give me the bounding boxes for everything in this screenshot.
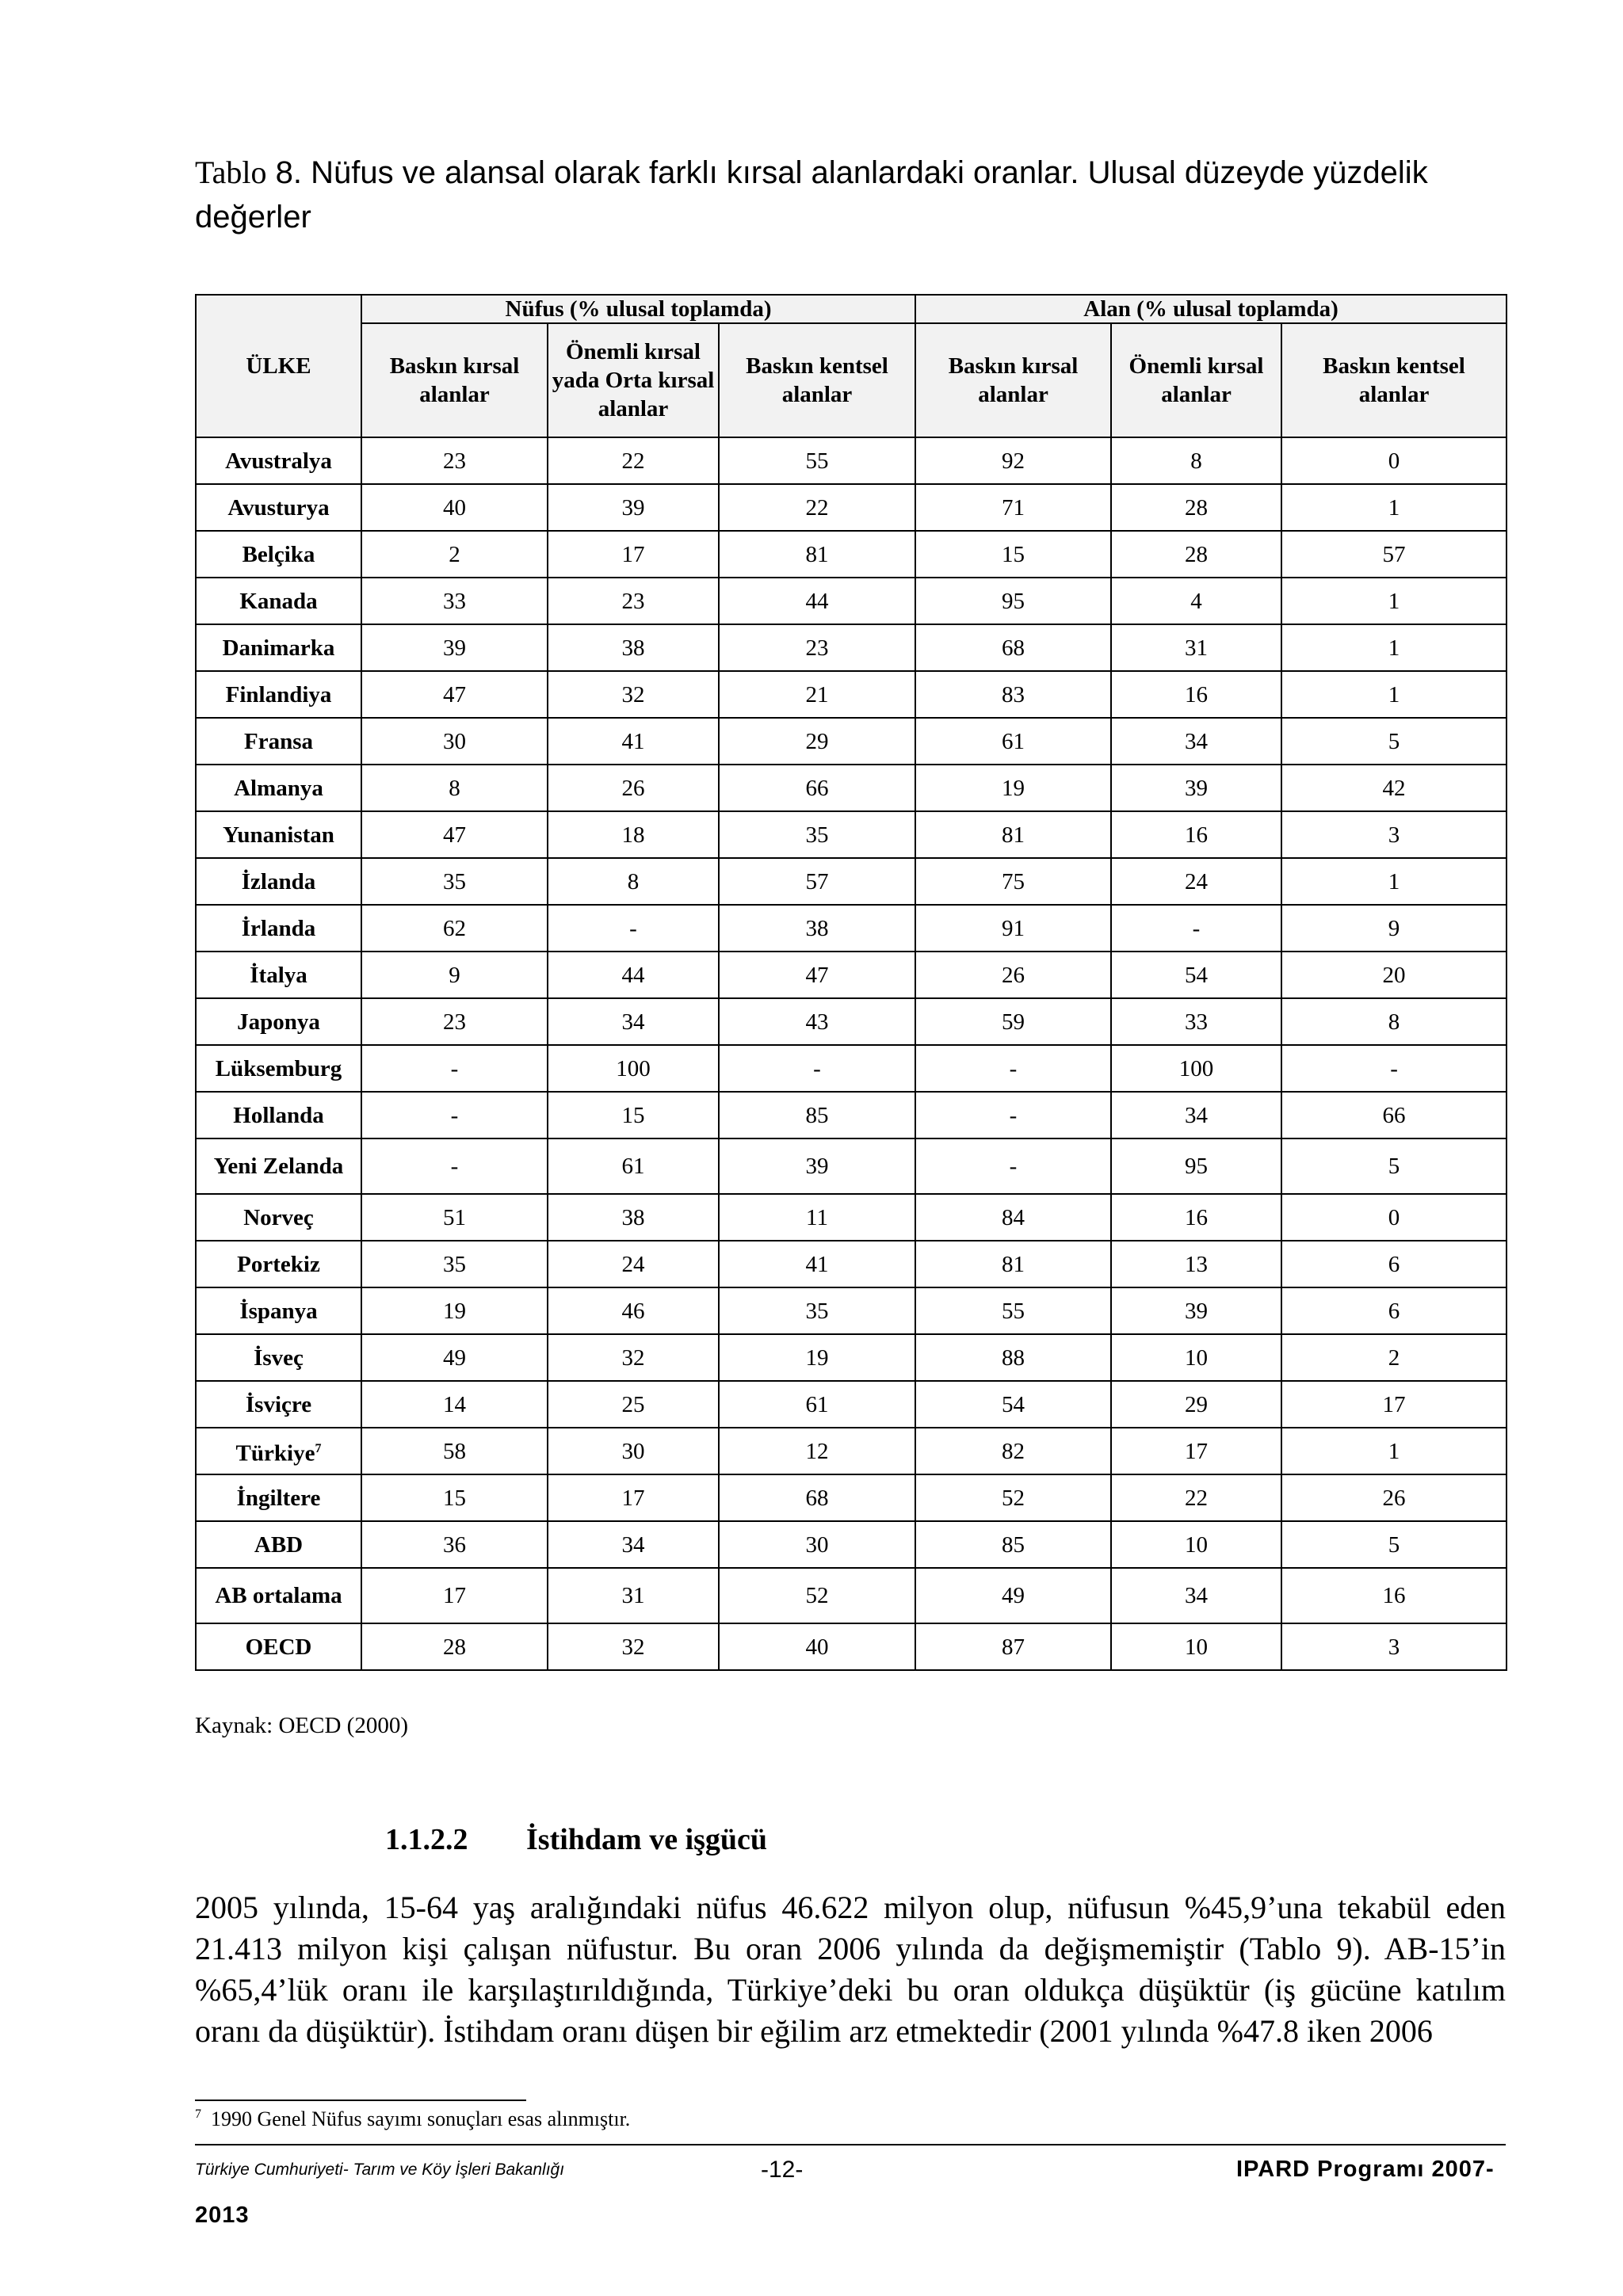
footer-ministry: Türkiye Cumhuriyeti- Tarım ve Köy İşleri Bakanlığı: [195, 2161, 565, 2179]
cell-value: 28: [1111, 484, 1281, 531]
cell-value: 16: [1111, 811, 1281, 858]
cell-value: 30: [548, 1428, 719, 1474]
cell-value: 9: [361, 952, 548, 998]
cell-value: 6: [1281, 1287, 1507, 1334]
subheader-pop-rural: Baskın kırsal alanlar: [361, 323, 548, 437]
row-country: Yeni Zelanda: [196, 1138, 361, 1194]
cell-value: 35: [719, 1287, 915, 1334]
caption-text: 8. Nüfus ve alansal olarak farklı kırsal alanlardaki oranlar. Ulusal düzeyde yüzdelik değerler: [195, 155, 1428, 235]
cell-value: 44: [548, 952, 719, 998]
cell-value: 33: [1111, 998, 1281, 1045]
table-row: [196, 905, 1507, 952]
section-heading: [385, 1822, 767, 1857]
cell-value: -: [1281, 1045, 1507, 1092]
cell-value: 25: [548, 1381, 719, 1428]
subheader-pop-intermediate: Önemli kırsal yada Orta kırsal alanlar: [548, 323, 719, 437]
cell-value: 36: [361, 1521, 548, 1568]
row-country: Kanada: [196, 578, 361, 624]
row-country: Hollanda: [196, 1092, 361, 1138]
footnote-divider: [195, 2100, 526, 2101]
cell-value: 61: [719, 1381, 915, 1428]
footer-program: IPARD Programı 2007-: [1236, 2157, 1495, 2182]
cell-value: 9: [1281, 905, 1507, 952]
cell-value: -: [915, 1045, 1111, 1092]
cell-value: -: [719, 1045, 915, 1092]
row-country: Norveç: [196, 1194, 361, 1241]
cell-value: 17: [548, 1474, 719, 1521]
cell-value: 55: [915, 1287, 1111, 1334]
cell-value: 4: [1111, 578, 1281, 624]
cell-value: 40: [361, 484, 548, 531]
cell-value: -: [1111, 905, 1281, 952]
cell-value: 5: [1281, 1138, 1507, 1194]
cell-value: 40: [719, 1623, 915, 1670]
cell-value: 55: [719, 437, 915, 484]
cell-value: 8: [548, 858, 719, 905]
cell-value: 3: [1281, 811, 1507, 858]
caption-prefix: Tablo: [195, 154, 267, 190]
cell-value: 71: [915, 484, 1111, 531]
row-country: Japonya: [196, 998, 361, 1045]
cell-value: 62: [361, 905, 548, 952]
cell-value: 2: [361, 531, 548, 578]
cell-value: 54: [1111, 952, 1281, 998]
table-row: [196, 1521, 1507, 1568]
cell-value: 20: [1281, 952, 1507, 998]
cell-value: 17: [361, 1568, 548, 1623]
cell-value: 5: [1281, 718, 1507, 765]
cell-value: 84: [915, 1194, 1111, 1241]
cell-value: 8: [361, 765, 548, 811]
cell-value: 12: [719, 1428, 915, 1474]
cell-value: 35: [719, 811, 915, 858]
cell-value: 61: [548, 1138, 719, 1194]
cell-value: 1: [1281, 671, 1507, 718]
cell-value: -: [361, 1045, 548, 1092]
cell-value: 81: [915, 811, 1111, 858]
cell-value: 92: [915, 437, 1111, 484]
table-row: [196, 1092, 1507, 1138]
row-country: AB ortalama: [196, 1568, 361, 1623]
table-row: [196, 811, 1507, 858]
cell-value: 100: [1111, 1045, 1281, 1092]
cell-value: 39: [361, 624, 548, 671]
cell-value: 19: [915, 765, 1111, 811]
cell-value: 51: [361, 1194, 548, 1241]
table-row: [196, 1241, 1507, 1287]
row-country: Avusturya: [196, 484, 361, 531]
cell-value: 1: [1281, 858, 1507, 905]
cell-value: 66: [1281, 1092, 1507, 1138]
body-paragraph: 2005 yılında, 15-64 yaş aralığındaki nüfus 46.622 milyon olup, nüfusun %45,9’una tekabül eden 21.413 milyon kişi çalışan nüfustur. Bu oran 2006 yılında da değişmemiştir (Tablo 9). AB-15’in %65,4’lük oranı ile karşılaştırıldığında, Türkiye’deki bu oran oldukça düşüktür (iş gücüne katılım oranı da düşüktür). İstihdam oranı düşen bir eğilim arz etmektedir (2001 yılında %47.8 iken 2006: [195, 1890, 1506, 2049]
rural-areas-table: [195, 294, 1507, 1671]
table-row: [196, 1334, 1507, 1381]
cell-value: 19: [361, 1287, 548, 1334]
table-source: Kaynak: OECD (2000): [195, 1713, 409, 1738]
cell-value: 95: [915, 578, 1111, 624]
cell-value: 14: [361, 1381, 548, 1428]
row-country: İspanya: [196, 1287, 361, 1334]
cell-value: 95: [1111, 1138, 1281, 1194]
cell-value: 41: [719, 1241, 915, 1287]
row-country: İtalya: [196, 952, 361, 998]
cell-value: 57: [1281, 531, 1507, 578]
table-row: [196, 858, 1507, 905]
cell-value: 34: [1111, 1568, 1281, 1623]
row-country: Avustralya: [196, 437, 361, 484]
row-country: Danimarka: [196, 624, 361, 671]
cell-value: 81: [915, 1241, 1111, 1287]
cell-value: 13: [1111, 1241, 1281, 1287]
table-row: [196, 718, 1507, 765]
cell-value: 47: [361, 811, 548, 858]
cell-value: 38: [548, 624, 719, 671]
cell-value: 1: [1281, 1428, 1507, 1474]
cell-value: 39: [1111, 765, 1281, 811]
cell-value: 47: [361, 671, 548, 718]
table-row: [196, 1428, 1507, 1474]
table-row: [196, 765, 1507, 811]
table-body: [196, 437, 1507, 1670]
cell-value: 85: [915, 1521, 1111, 1568]
row-country: İsviçre: [196, 1381, 361, 1428]
cell-value: 32: [548, 671, 719, 718]
cell-value: 22: [1111, 1474, 1281, 1521]
cell-value: 15: [915, 531, 1111, 578]
row-country: ABD: [196, 1521, 361, 1568]
cell-value: 17: [1111, 1428, 1281, 1474]
cell-value: 39: [719, 1138, 915, 1194]
cell-value: 49: [361, 1334, 548, 1381]
row-country: Türkiye$^7$: [196, 1428, 361, 1474]
cell-value: 83: [915, 671, 1111, 718]
row-country: Belçika: [196, 531, 361, 578]
cell-value: 16: [1281, 1568, 1507, 1623]
cell-value: 18: [548, 811, 719, 858]
cell-value: 10: [1111, 1623, 1281, 1670]
cell-value: 30: [719, 1521, 915, 1568]
table-row: [196, 1045, 1507, 1092]
cell-value: 34: [548, 1521, 719, 1568]
subheader-area-intermediate: Önemli kırsal alanlar: [1111, 323, 1281, 437]
cell-value: 1: [1281, 624, 1507, 671]
cell-value: 21: [719, 671, 915, 718]
cell-value: 82: [915, 1428, 1111, 1474]
cell-value: 32: [548, 1334, 719, 1381]
cell-value: 85: [719, 1092, 915, 1138]
cell-value: 68: [719, 1474, 915, 1521]
cell-value: 16: [1111, 671, 1281, 718]
header-country: ÜLKE: [196, 295, 361, 437]
cell-value: 87: [915, 1623, 1111, 1670]
cell-value: 11: [719, 1194, 915, 1241]
footnote-mark: 7: [195, 2107, 201, 2122]
section-number: 1.1.2.2: [385, 1823, 468, 1856]
cell-value: 57: [719, 858, 915, 905]
cell-value: 28: [1111, 531, 1281, 578]
table-row: [196, 1194, 1507, 1241]
cell-value: 26: [548, 765, 719, 811]
cell-value: 24: [1111, 858, 1281, 905]
cell-value: 30: [361, 718, 548, 765]
row-country: İsveç: [196, 1334, 361, 1381]
header-group-population: Nüfus (% ulusal toplamda): [361, 295, 915, 323]
cell-value: 59: [915, 998, 1111, 1045]
row-country: Fransa: [196, 718, 361, 765]
row-country: İzlanda: [196, 858, 361, 905]
footer-page-number: -12-: [761, 2157, 804, 2183]
section-title: İstihdam ve işgücü: [526, 1823, 768, 1856]
cell-value: 24: [548, 1241, 719, 1287]
cell-value: 61: [915, 718, 1111, 765]
table-row: [196, 952, 1507, 998]
cell-value: 35: [361, 1241, 548, 1287]
subheader-area-rural: Baskın kırsal alanlar: [915, 323, 1111, 437]
table-row: [196, 437, 1507, 484]
cell-value: 19: [719, 1334, 915, 1381]
footnote-ref: 7: [315, 1441, 322, 1455]
cell-value: 22: [719, 484, 915, 531]
table-caption: [195, 151, 1510, 239]
footer-divider: [195, 2144, 1506, 2145]
row-country: İngiltere: [196, 1474, 361, 1521]
cell-value: 23: [361, 998, 548, 1045]
subheader-area-urban: Baskın kentsel alanlar: [1281, 323, 1507, 437]
cell-value: -: [548, 905, 719, 952]
cell-value: 52: [915, 1474, 1111, 1521]
cell-value: 42: [1281, 765, 1507, 811]
row-country: Portekiz: [196, 1241, 361, 1287]
row-country: Finlandiya: [196, 671, 361, 718]
cell-value: 43: [719, 998, 915, 1045]
footer-year: 2013: [195, 2203, 250, 2228]
header-group-area: Alan (% ulusal toplamda): [915, 295, 1507, 323]
cell-value: 1: [1281, 484, 1507, 531]
row-country: OECD: [196, 1623, 361, 1670]
cell-value: 88: [915, 1334, 1111, 1381]
cell-value: 38: [719, 905, 915, 952]
cell-value: 26: [1281, 1474, 1507, 1521]
table-row: [196, 531, 1507, 578]
row-country: İrlanda: [196, 905, 361, 952]
cell-value: -: [915, 1092, 1111, 1138]
row-country: Yunanistan: [196, 811, 361, 858]
cell-value: -: [361, 1138, 548, 1194]
footnote: [195, 2107, 630, 2131]
cell-value: 0: [1281, 437, 1507, 484]
cell-value: 28: [361, 1623, 548, 1670]
cell-value: 5: [1281, 1521, 1507, 1568]
cell-value: 35: [361, 858, 548, 905]
table-row: [196, 998, 1507, 1045]
cell-value: 16: [1111, 1194, 1281, 1241]
cell-value: 2: [1281, 1334, 1507, 1381]
table-row: [196, 1568, 1507, 1623]
cell-value: 34: [548, 998, 719, 1045]
cell-value: 17: [1281, 1381, 1507, 1428]
cell-value: 10: [1111, 1334, 1281, 1381]
cell-value: 23: [361, 437, 548, 484]
cell-value: 6: [1281, 1241, 1507, 1287]
row-country: Lüksemburg: [196, 1045, 361, 1092]
cell-value: 22: [548, 437, 719, 484]
subheader-pop-urban: Baskın kentsel alanlar: [719, 323, 915, 437]
cell-value: 29: [1111, 1381, 1281, 1428]
cell-value: 17: [548, 531, 719, 578]
cell-value: -: [361, 1092, 548, 1138]
cell-value: 23: [719, 624, 915, 671]
table-row: [196, 1381, 1507, 1428]
cell-value: 0: [1281, 1194, 1507, 1241]
cell-value: 39: [548, 484, 719, 531]
cell-value: 34: [1111, 718, 1281, 765]
cell-value: 1: [1281, 578, 1507, 624]
cell-value: 31: [548, 1568, 719, 1623]
table-row: [196, 1287, 1507, 1334]
cell-value: 58: [361, 1428, 548, 1474]
cell-value: 52: [719, 1568, 915, 1623]
cell-value: 49: [915, 1568, 1111, 1623]
cell-value: 33: [361, 578, 548, 624]
cell-value: 41: [548, 718, 719, 765]
cell-value: 34: [1111, 1092, 1281, 1138]
cell-value: 47: [719, 952, 915, 998]
table-row: [196, 484, 1507, 531]
table-row: [196, 1474, 1507, 1521]
cell-value: 31: [1111, 624, 1281, 671]
cell-value: 3: [1281, 1623, 1507, 1670]
cell-value: 8: [1281, 998, 1507, 1045]
table-row: [196, 671, 1507, 718]
footnote-text: 1990 Genel Nüfus sayımı sonuçları esas alınmıştır.: [211, 2107, 631, 2130]
table-row: [196, 1138, 1507, 1194]
cell-value: 26: [915, 952, 1111, 998]
cell-value: 54: [915, 1381, 1111, 1428]
cell-value: 29: [719, 718, 915, 765]
cell-value: 68: [915, 624, 1111, 671]
cell-value: 75: [915, 858, 1111, 905]
cell-value: 10: [1111, 1521, 1281, 1568]
cell-value: 15: [361, 1474, 548, 1521]
cell-value: 46: [548, 1287, 719, 1334]
cell-value: 39: [1111, 1287, 1281, 1334]
row-country: Almanya: [196, 765, 361, 811]
cell-value: 32: [548, 1623, 719, 1670]
cell-value: 23: [548, 578, 719, 624]
table-row: [196, 578, 1507, 624]
cell-value: 66: [719, 765, 915, 811]
table-row: [196, 624, 1507, 671]
cell-value: 100: [548, 1045, 719, 1092]
table-row: [196, 1623, 1507, 1670]
cell-value: 44: [719, 578, 915, 624]
cell-value: 8: [1111, 437, 1281, 484]
cell-value: 91: [915, 905, 1111, 952]
cell-value: 38: [548, 1194, 719, 1241]
cell-value: 15: [548, 1092, 719, 1138]
cell-value: 81: [719, 531, 915, 578]
cell-value: -: [915, 1138, 1111, 1194]
